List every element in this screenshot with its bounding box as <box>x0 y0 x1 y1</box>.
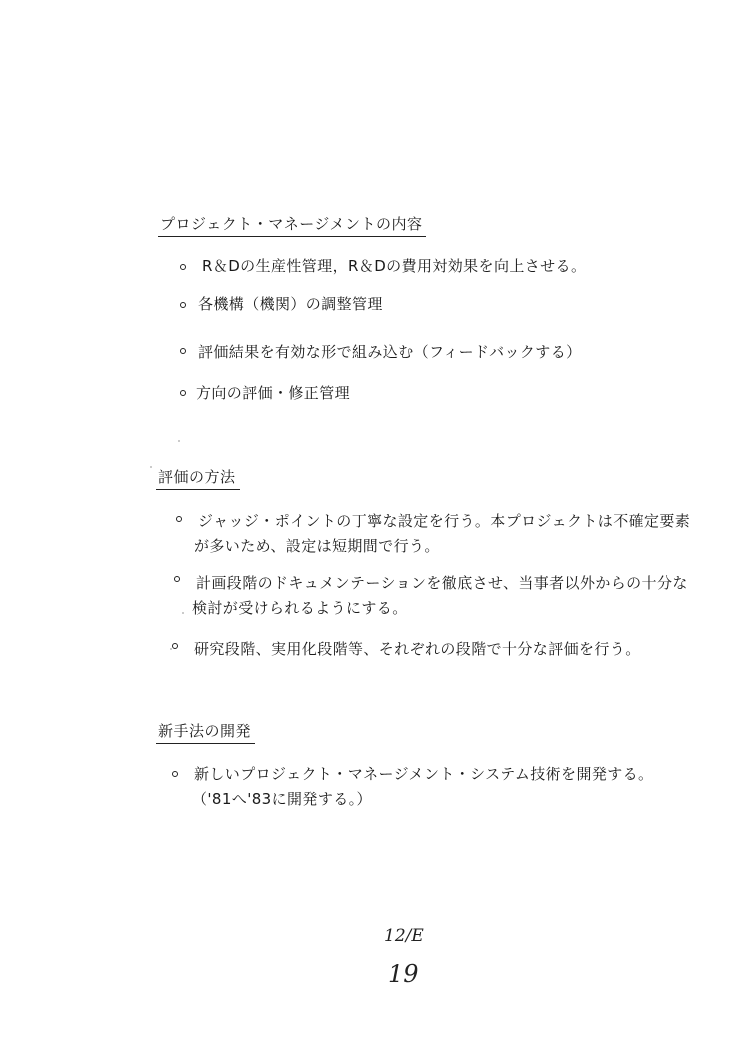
section-heading-new-method: 新手法の開発 <box>156 720 255 744</box>
bullet-icon <box>180 390 186 396</box>
bullet-icon <box>180 264 186 270</box>
bullet-icon <box>172 771 178 777</box>
list-item-new-system-line1: 新しいプロジェクト・マネージメント・システム技術を開発する。 <box>194 765 654 783</box>
page-number: 19 <box>388 960 419 988</box>
list-item-documentation-line2: 検討が受けられるようにする。 <box>192 599 408 617</box>
bullet-icon <box>172 643 178 649</box>
page-fraction-label: 12/E <box>384 926 424 946</box>
bullet-icon <box>180 302 186 308</box>
section-heading-evaluation-method: 評価の方法 <box>156 466 240 490</box>
bullet-icon <box>174 576 180 582</box>
scan-speck <box>150 466 152 468</box>
bullet-icon <box>180 348 186 354</box>
list-item-feedback: 評価結果を有効な形で組み込む（フィードバックする） <box>198 343 582 361</box>
list-item-documentation-line1: 計画段階のドキュメンテーションを徹底させ、当事者以外からの十分な <box>196 574 688 592</box>
section-heading-project-management: プロジェクト・マネージメントの内容 <box>158 213 426 237</box>
list-item-new-system-line2: （'81へ'83に開発する。） <box>192 790 372 808</box>
list-item-stage-evaluation: 研究段階、実用化段階等、それぞれの段階で十分な評価を行う。 <box>194 640 641 658</box>
list-item-judge-point-line1: ジャッジ・ポイントの丁寧な設定を行う。本プロジェクトは不確定要素 <box>198 512 691 530</box>
list-item-rd-productivity: R＆Dの生産性管理，R＆Dの費用対効果を向上させる。 <box>202 257 587 275</box>
bullet-icon <box>176 516 182 522</box>
list-item-judge-point-line2: が多いため、設定は短期間で行う。 <box>194 537 440 555</box>
scan-speck <box>182 612 184 614</box>
scan-speck <box>178 440 180 442</box>
scan-speck <box>170 648 172 650</box>
list-item-direction-evaluation: 方向の評価・修正管理 <box>196 384 351 402</box>
list-item-coordination: 各機構（機関）の調整管理 <box>198 295 383 313</box>
